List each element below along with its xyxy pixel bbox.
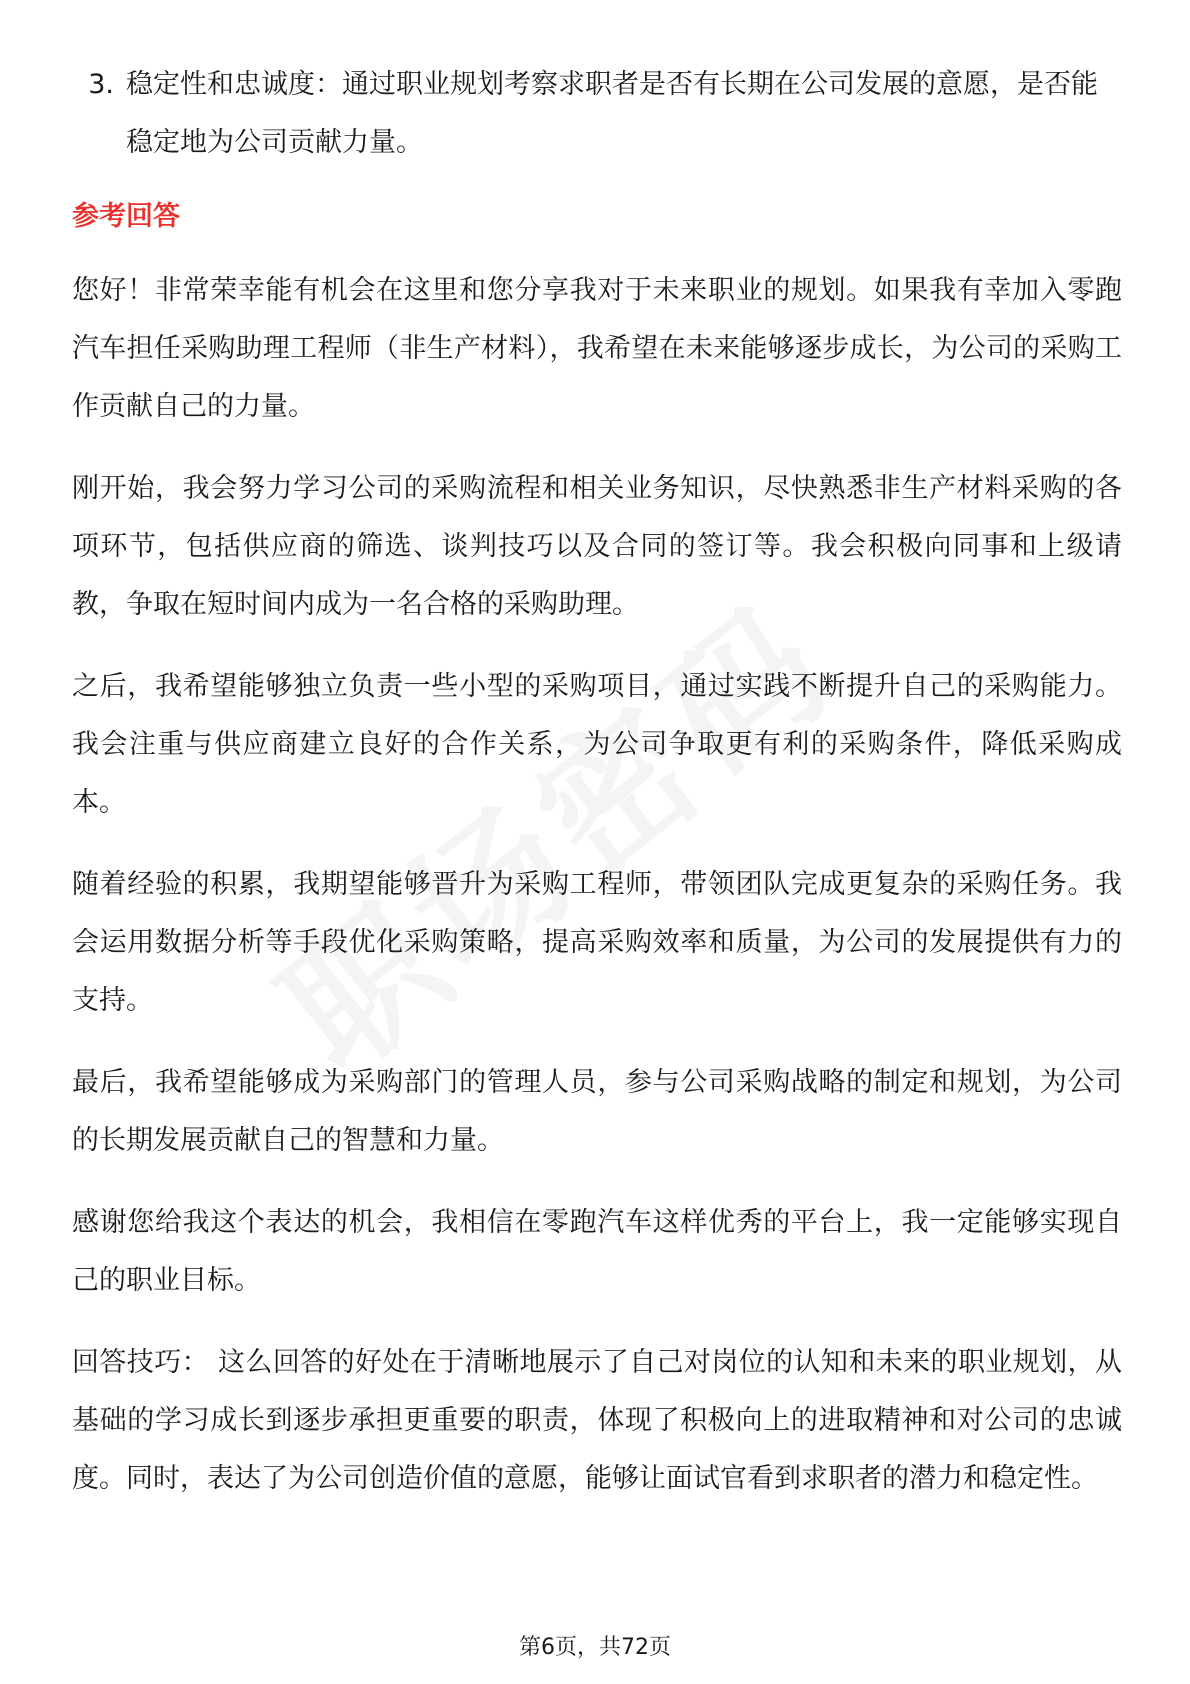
page-content <box>72 56 1122 1532</box>
list-item-number: 3. <box>88 69 114 100</box>
list-item-3 <box>72 56 1122 172</box>
paragraph-start: 刚开始，我会努力学习公司的采购流程和相关业务知识，尽快熟悉非生产材料采购的各项环节，包括供应商的筛选、谈判技巧以及合同的签订等。我会积极向同事和上级请教，争取在短时间内成为一名合格的采购助理。 <box>72 473 1122 620</box>
page-footer: 第6页，共72页 <box>519 1635 671 1660</box>
paragraph-after: 之后，我希望能够独立负责一些小型的采购项目，通过实践不断提升自己的采购能力。我会注重与供应商建立良好的合作关系，为公司争取更有利的采购条件，降低采购成本。 <box>72 671 1122 818</box>
section-title: 参考回答 <box>72 201 180 232</box>
paragraph-finally: 最后，我希望能够成为采购部门的管理人员，参与公司采购战略的制定和规划，为公司的长期发展贡献自己的智慧和力量。 <box>72 1067 1122 1156</box>
paragraph-intro: 您好！非常荣幸能有机会在这里和您分享我对于未来职业的规划。如果我有幸加入零跑汽车担任采购助理工程师（非生产材料），我希望在未来能够逐步成长，为公司的采购工作贡献自己的力量。 <box>72 275 1122 422</box>
list-item-text: 稳定性和忠诚度：通过职业规划考察求职者是否有长期在公司发展的意愿，是否能稳定地为公司贡献力量。 <box>126 69 1098 158</box>
paragraph-tips: 回答技巧： 这么回答的好处在于清晰地展示了自己对岗位的认知和未来的职业规划，从基础的学习成长到逐步承担更重要的职责，体现了积极向上的进取精神和对公司的忠诚度。同时，表达了为公司创造价值的意愿，能够让面试官看到求职者的潜力和稳定性。 <box>72 1347 1122 1494</box>
paragraph-experience: 随着经验的积累，我期望能够晋升为采购工程师，带领团队完成更复杂的采购任务。我会运用数据分析等手段优化采购策略，提高采购效率和质量，为公司的发展提供有力的支持。 <box>72 869 1122 1016</box>
paragraph-thanks: 感谢您给我这个表达的机会，我相信在零跑汽车这样优秀的平台上，我一定能够实现自己的职业目标。 <box>72 1207 1122 1296</box>
